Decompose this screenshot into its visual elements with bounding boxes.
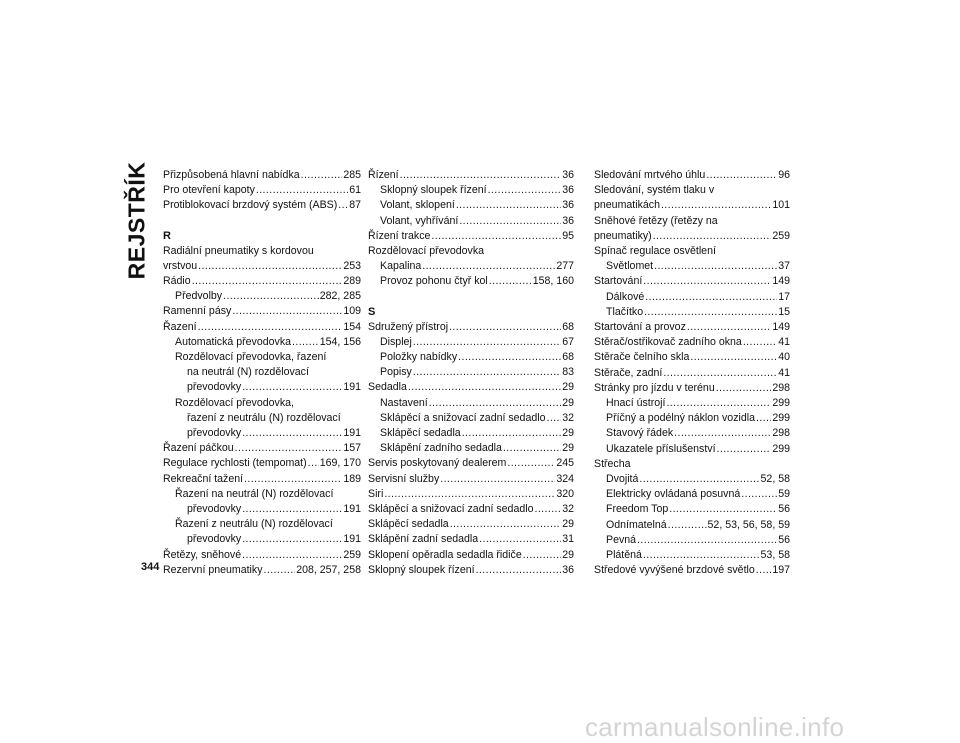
index-entry (368, 548, 574, 563)
index-entry (163, 198, 361, 213)
dot-leader (301, 168, 343, 183)
dot-leader (429, 396, 562, 411)
dot-leader (644, 305, 777, 320)
index-term: Pevná (606, 533, 637, 546)
index-entry (594, 426, 790, 441)
dot-leader (456, 198, 561, 213)
index-term: Odnímatelná (606, 518, 667, 531)
index-entry (594, 548, 790, 563)
watermark: carmanualsonline.info (585, 712, 845, 742)
index-pages: 56 (778, 503, 790, 516)
index-entry (368, 411, 574, 426)
index-pages: 36 (562, 169, 574, 181)
index-pages: 36 (562, 214, 574, 227)
index-entry (594, 198, 790, 213)
dot-leader (459, 214, 561, 229)
index-column-3 (594, 168, 790, 578)
dot-leader (462, 426, 562, 441)
index-entry (594, 442, 790, 457)
index-text-line: Rozdělovací převodovka (368, 245, 485, 258)
index-entry (368, 456, 574, 471)
index-entry (368, 426, 574, 441)
dot-leader (717, 442, 772, 457)
index-pages: 29 (562, 518, 574, 531)
index-text-line: Rozdělovací převodovka, (175, 396, 294, 409)
letter-heading: S (368, 305, 376, 318)
dot-leader (408, 380, 561, 395)
index-entry (368, 259, 574, 274)
index-pages: 282, 285 (319, 290, 361, 303)
dot-leader (198, 259, 342, 274)
index-pages: 68 (562, 320, 574, 333)
index-entry (368, 563, 574, 578)
index-text-line: na neutrál (N) rozdělovací (187, 366, 309, 379)
index-entry (163, 502, 361, 517)
index-term: Řízení (368, 169, 399, 181)
dot-leader (244, 472, 342, 487)
index-text-line: Sledování, systém tlaku v (594, 184, 715, 197)
dot-leader (534, 502, 561, 517)
dot-leader (523, 548, 561, 563)
dot-leader (756, 411, 771, 426)
index-term: Volant, sklopení (380, 199, 455, 212)
index-pages: 154, 156 (319, 335, 361, 348)
index-entry (163, 532, 361, 547)
index-term: Kapalina (380, 260, 422, 273)
dot-leader (639, 472, 759, 487)
index-pages: 197 (772, 564, 790, 577)
index-text-line: Radiální pneumatiky s kordovou (163, 244, 314, 257)
index-entry (594, 381, 790, 396)
dot-leader (292, 335, 319, 350)
index-entry (368, 502, 574, 517)
index-term: Sledování mrtvého úhlu (594, 169, 706, 181)
index-term: Příčný a podélný náklon vozidla (606, 412, 755, 425)
index-term: Předvolby (175, 290, 223, 303)
index-term: Automatická převodovka (175, 335, 292, 348)
index-entry (368, 487, 574, 502)
dot-leader (741, 487, 777, 502)
index-pages: 191 (343, 427, 361, 440)
dot-leader (338, 198, 348, 213)
index-pages: 41 (778, 366, 790, 379)
index-pages: 36 (562, 184, 574, 197)
index-term: Rádio (163, 275, 191, 288)
index-term: Stránky pro jízdu v terénu (594, 381, 715, 394)
index-entry (163, 426, 361, 441)
index-pages: 285 (343, 169, 361, 181)
index-pages: 191 (343, 503, 361, 516)
index-pages: 259 (772, 229, 790, 242)
index-term: Volant, vyhřívání (380, 214, 459, 227)
index-pages: 83 (562, 366, 574, 379)
index-pages: 17 (778, 290, 790, 303)
index-entry (594, 472, 790, 487)
index-text-line: Řazení z neutrálu (N) rozdělovací (175, 518, 333, 531)
index-term: převodovky (187, 503, 242, 516)
index-pages: 298 (772, 427, 790, 440)
dot-leader (458, 350, 561, 365)
index-entry (368, 350, 574, 365)
index-pages: 29 (562, 442, 574, 455)
index-term: Sklopný sloupek řízení (380, 184, 487, 197)
index-entry (594, 350, 790, 365)
dot-leader (637, 533, 777, 548)
index-pages: 36 (562, 199, 574, 212)
index-term: Řízení trakce (368, 229, 431, 242)
index-pages: 52, 58 (760, 473, 790, 486)
dot-leader (643, 274, 771, 289)
index-entry (594, 411, 790, 426)
index-term: Řazení (163, 320, 197, 333)
index-entry (368, 380, 574, 395)
index-entry (594, 563, 790, 578)
index-entry (594, 396, 790, 411)
index-pages: 37 (778, 260, 790, 273)
index-pages: 324 (556, 472, 574, 485)
index-term: vrstvou (163, 259, 198, 272)
index-pages: 61 (349, 184, 361, 197)
index-pages: 253 (343, 259, 361, 272)
index-pages: 289 (343, 275, 361, 288)
index-term: Sklopný sloupek řízení (368, 563, 475, 576)
index-entry (163, 289, 361, 304)
index-entry (163, 563, 361, 578)
index-entry (368, 229, 574, 244)
index-pages: 109 (343, 305, 361, 318)
index-pages: 149 (772, 321, 790, 334)
index-term: Řetězy, sněhové (163, 548, 242, 561)
index-entry (594, 305, 790, 320)
index-pages: 299 (772, 397, 790, 410)
index-term: Regulace rychlosti (tempomat) (163, 457, 307, 470)
index-term: Světlomet (606, 260, 654, 273)
index-term: Sklápěcí sedadla (368, 518, 449, 531)
index-term: převodovky (187, 533, 242, 546)
index-entry (163, 472, 361, 487)
dot-leader (666, 396, 771, 411)
dot-leader (242, 532, 342, 547)
index-text-line: Sněhové řetězy (řetězy na (594, 214, 718, 227)
index-entry (594, 335, 790, 350)
index-term: Provoz pohonu čtyř kol (380, 275, 488, 288)
dot-leader (242, 380, 342, 395)
index-pages: 52, 53, 56, 58, 59 (707, 518, 790, 531)
index-entry (163, 320, 361, 335)
index-entry (368, 441, 574, 456)
index-entry (163, 168, 361, 183)
index-term: Položky nabídky (380, 351, 458, 364)
dot-leader (440, 472, 555, 487)
index-pages: 29 (562, 427, 574, 440)
dot-leader (654, 259, 777, 274)
index-term: Přizpůsobená hlavní nabídka (163, 169, 300, 181)
index-term: Sklápěcí a snižovací zadní sedadlo (380, 411, 546, 424)
page-number: 344 (141, 561, 160, 573)
index-term: Stavový řádek (606, 427, 674, 440)
index-term: Rekreační tažení (163, 472, 244, 485)
dot-leader (384, 487, 555, 502)
section-title (119, 161, 155, 279)
index-term: Sklápěcí a snižovací zadní sedadlo (368, 503, 534, 516)
index-entry (594, 366, 790, 381)
index-entry (594, 518, 790, 533)
index-entry (163, 335, 361, 350)
index-term: Středové vyvýšené brzdové světlo (594, 564, 755, 577)
index-term: Sklápění zadní sedadla (368, 533, 479, 546)
index-entry (368, 532, 574, 547)
index-term: Stěrače, zadní (594, 366, 663, 379)
index-pages: 277 (556, 260, 574, 273)
index-term: Sklápění zadního sedadla (380, 442, 502, 455)
index-entry (594, 229, 790, 244)
dot-leader (661, 198, 771, 213)
index-entry (368, 517, 574, 532)
index-pages: 56 (778, 533, 790, 546)
index-term: Popisy (380, 366, 412, 379)
index-term: Siri (368, 487, 384, 500)
index-pages: 208, 257, 258 (296, 563, 361, 576)
dot-leader (690, 350, 777, 365)
dot-leader (242, 502, 342, 517)
index-entry (368, 472, 574, 487)
dot-leader (488, 183, 562, 198)
index-pages: 259 (343, 548, 361, 561)
index-term: Freedom Top (606, 503, 669, 516)
index-term: Řazení páčkou (163, 442, 234, 455)
dot-leader (716, 381, 772, 396)
index-entry (368, 183, 574, 198)
index-term: Hnací ústrojí (606, 397, 666, 410)
index-pages: 36 (562, 563, 574, 576)
index-pages: 53, 58 (760, 549, 790, 562)
dot-leader (706, 168, 777, 183)
dot-leader (431, 229, 561, 244)
index-column-2 (368, 168, 574, 578)
dot-leader (242, 426, 342, 441)
index-term: Nastavení (380, 396, 428, 409)
index-text-line: Spínač regulace osvětlení (594, 245, 716, 258)
dot-leader (687, 320, 771, 335)
index-pages: 149 (772, 275, 790, 288)
index-pages: 67 (562, 335, 574, 348)
dot-leader (198, 320, 343, 335)
dot-leader (413, 365, 561, 380)
index-term: Startování a provoz (594, 321, 686, 334)
index-entry (594, 533, 790, 548)
index-pages: 31 (562, 533, 574, 546)
index-term: Servisní služby (368, 472, 440, 485)
index-term: Stěrač/ostřikovač zadního okna (594, 336, 742, 349)
index-pages: 158, 160 (532, 275, 574, 288)
index-term: Stěrače čelního skla (594, 351, 690, 364)
dot-leader (242, 548, 342, 563)
index-pages: 15 (778, 305, 790, 318)
index-entry (163, 380, 361, 395)
index-term: Pro otevření kapoty (163, 184, 255, 197)
index-pages: 59 (778, 488, 790, 501)
dot-leader (308, 456, 319, 471)
index-pages: 29 (562, 381, 574, 394)
index-term: Plátěná (606, 549, 642, 562)
index-entry (594, 274, 790, 289)
index-entry (163, 441, 361, 456)
index-term: Sklápěcí sedadla (380, 427, 461, 440)
index-pages: 191 (343, 533, 361, 546)
index-entry (163, 548, 361, 563)
index-pages: 32 (562, 411, 574, 424)
dot-leader (192, 274, 343, 289)
dot-leader (756, 563, 772, 578)
index-term: Elektricky ovládaná posuvná (606, 488, 741, 501)
dot-leader (546, 411, 561, 426)
index-term: pneumatiky) (594, 229, 652, 242)
index-term: převodovky (187, 381, 242, 394)
dot-leader (645, 290, 777, 305)
index-term: pneumatikách (594, 199, 660, 212)
index-term: Ukazatele příslušenství (606, 442, 716, 455)
index-pages: 298 (772, 381, 790, 394)
dot-leader (669, 502, 777, 517)
index-entry (163, 304, 361, 319)
index-pages: 68 (562, 351, 574, 364)
index-term: Dálkové (606, 290, 645, 303)
index-term: Ramenní pásy (163, 305, 232, 318)
index-entry (368, 214, 574, 229)
dot-leader (413, 335, 561, 350)
index-entry (594, 168, 790, 183)
dot-leader (223, 289, 319, 304)
dot-leader (449, 320, 561, 335)
index-text-line: Rozdělovací převodovka, řazení (175, 351, 327, 364)
dot-leader (674, 426, 771, 441)
index-term: Displej (380, 335, 412, 348)
section-title-text: REJSTŘÍK (123, 161, 150, 279)
dot-leader (653, 229, 772, 244)
dot-leader (489, 274, 532, 289)
index-term: Sedadla (368, 381, 407, 394)
index-entry (163, 456, 361, 471)
index-pages: 87 (349, 199, 361, 212)
index-pages: 32 (562, 503, 574, 516)
index-term: Dvojitá (606, 473, 639, 486)
index-entry (368, 320, 574, 335)
index-pages: 191 (343, 381, 361, 394)
index-entry (368, 198, 574, 213)
index-pages: 95 (562, 229, 574, 242)
index-entry (594, 259, 790, 274)
index-entry (594, 487, 790, 502)
index-term: Rezervní pneumatiky (163, 563, 263, 576)
index-entry (163, 259, 361, 274)
index-term: Sdružený přístroj (368, 320, 449, 333)
index-term: Servis poskytovaný dealerem (368, 457, 507, 470)
index-pages: 169, 170 (319, 457, 361, 470)
index-entry (594, 320, 790, 335)
index-entry (368, 168, 574, 183)
dot-leader (743, 335, 777, 350)
index-entry (368, 335, 574, 350)
index-pages: 41 (778, 336, 790, 349)
dot-leader (450, 517, 562, 532)
index-term: Startování (594, 275, 643, 288)
index-entry (368, 396, 574, 411)
index-pages: 189 (343, 472, 361, 485)
index-pages: 40 (778, 351, 790, 364)
index-term: Tlačítko (606, 305, 644, 318)
index-pages: 157 (343, 442, 361, 455)
index-entry (594, 502, 790, 517)
dot-leader (479, 532, 561, 547)
index-pages: 320 (556, 487, 574, 500)
index-pages: 96 (778, 169, 790, 181)
index-term: Protiblokovací brzdový systém (ABS) (163, 199, 338, 212)
index-pages: 29 (562, 548, 574, 561)
dot-leader (400, 168, 562, 183)
index-pages: 101 (772, 199, 790, 212)
dot-leader (503, 441, 561, 456)
index-term: převodovky (187, 427, 242, 440)
index-column-1 (163, 168, 361, 578)
dot-leader (264, 563, 296, 578)
dot-leader (235, 441, 343, 456)
index-pages: 299 (772, 442, 790, 455)
letter-heading: R (163, 229, 171, 242)
index-entry (368, 365, 574, 380)
dot-leader (232, 304, 342, 319)
dot-leader (256, 183, 348, 198)
index-entry (163, 183, 361, 198)
index-entry (163, 274, 361, 289)
index-text-line: Střecha (594, 457, 631, 470)
dot-leader (643, 548, 760, 563)
dot-leader (422, 259, 555, 274)
index-text-line: Řazení na neutrál (N) rozdělovací (175, 487, 334, 500)
index-pages: 245 (556, 457, 574, 470)
index-pages: 299 (772, 412, 790, 425)
index-entry (368, 274, 574, 289)
index-entry (594, 290, 790, 305)
dot-leader (507, 456, 555, 471)
index-pages: 29 (562, 396, 574, 409)
dot-leader (668, 518, 707, 533)
dot-leader (476, 563, 562, 578)
index-text-line: řazení z neutrálu (N) rozdělovací (187, 411, 341, 424)
index-pages: 154 (343, 320, 361, 333)
index-term: Sklopení opěradla sedadla řidiče (368, 548, 522, 561)
dot-leader (663, 366, 777, 381)
